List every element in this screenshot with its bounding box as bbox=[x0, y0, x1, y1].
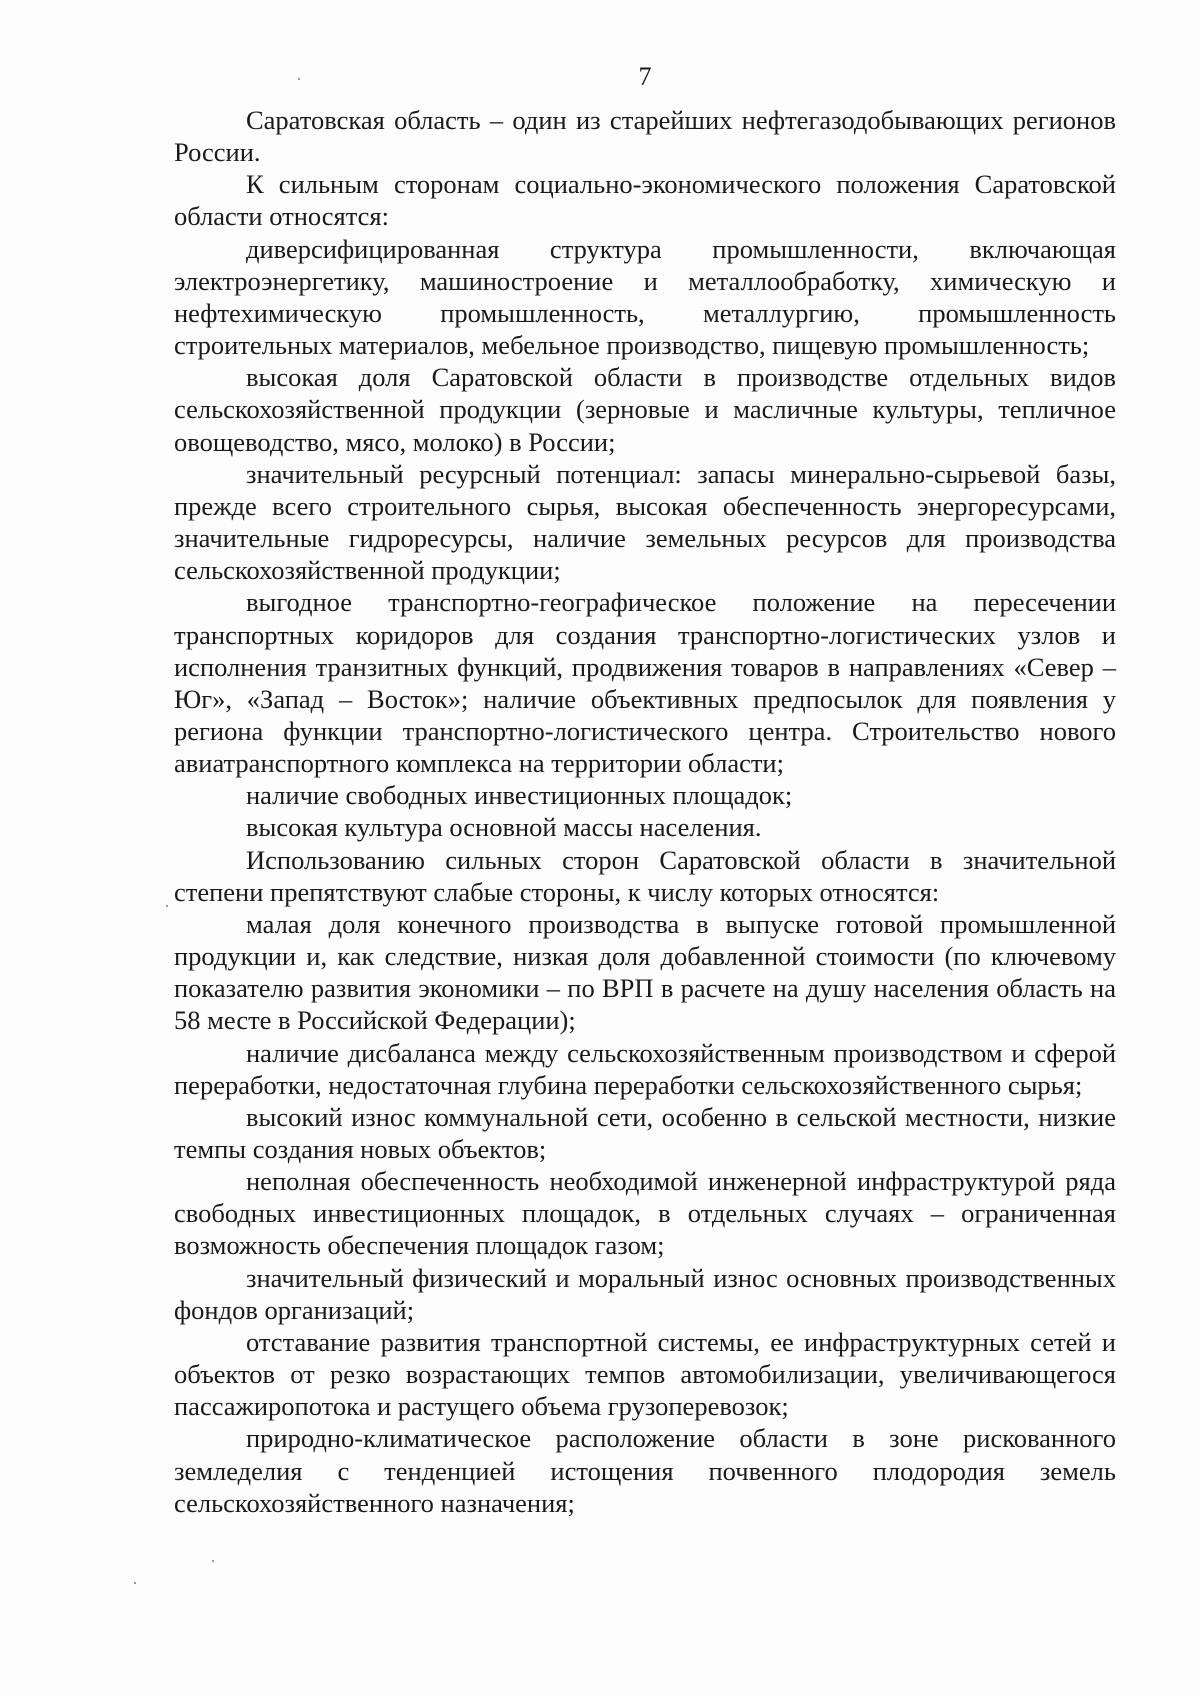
paragraph: выгодное транспортно-географическое положение на пересечении транспортных коридоров для создания транспортно-логистических узлов и исполнения транзитных функций, продвижения товаров в направлениях «Север – Юг», «Запад – Восток»; наличие объективных предпосылок для появления у региона функции транспортно-логистического центра. Строительство нового авиатранспортного комплекса на территории области; bbox=[174, 587, 1116, 779]
paragraph: Саратовская область – один из старейших нефтегазодобывающих регионов России. bbox=[174, 105, 1116, 168]
document-body bbox=[174, 104, 1116, 1519]
paragraph: наличие свободных инвестиционных площадок; bbox=[246, 780, 793, 811]
paragraph: диверсифицированная структура промышленности, включающая электроэнергетику, машиностроение и металлообработку, химическую и нефтехимическую промышленность, металлургию, промышленность строительных материалов, мебельное производство, пищевую промышленность; bbox=[174, 233, 1116, 361]
paragraph: значительный физический и моральный износ основных производственных фондов организаций; bbox=[174, 1262, 1116, 1325]
paragraph: высокая доля Саратовской области в производстве отдельных видов сельскохозяйственной продукции (зерновые и масличные культуры, тепличное овощеводство, мясо, молоко) в России; bbox=[174, 362, 1116, 457]
paragraph: природно-климатическое расположение области в зоне рискованного земледелия с тенденцией истощения почвенного плодородия земель сельскохозяйственного назначения; bbox=[174, 1423, 1116, 1518]
paragraph: значительный ресурсный потенциал: запасы минерально-сырьевой базы, прежде всего строительного сырья, высокая обеспеченность энергоресурсами, значительные гидроресурсы, наличие земельных ресурсов для производства сельскохозяйственной продукции; bbox=[174, 458, 1116, 586]
paragraph: высокая культура основной массы населения. bbox=[246, 812, 762, 843]
paragraph: наличие дисбаланса между сельскохозяйственным производством и сферой переработки, недостаточная глубина переработки сельскохозяйственного сырья; bbox=[174, 1037, 1116, 1100]
paragraph: К сильным сторонам социально-экономического положения Саратовской области относятся: bbox=[174, 169, 1116, 232]
paragraph: высокий износ коммунальной сети, особенно в сельской местности, низкие темпы создания новых объектов; bbox=[174, 1101, 1116, 1164]
scan-speck bbox=[134, 1582, 136, 1584]
paragraph: отставание развития транспортной системы, ее инфраструктурных сетей и объектов от резко возрастающих темпов автомобилизации, увеличивающегося пассажиропотока и растущего объема грузоперевозок; bbox=[174, 1326, 1116, 1422]
paragraph: неполная обеспеченность необходимой инженерной инфраструктурой ряда свободных инвестиционных площадок, в отдельных случаях – ограниченная возможность обеспечения площадок газом; bbox=[174, 1166, 1116, 1261]
page-number: 7 bbox=[638, 62, 652, 91]
paragraph: Использованию сильных сторон Саратовской области в значительной степени препятствуют слабые стороны, к числу которых относятся: bbox=[174, 844, 1116, 907]
scan-speck bbox=[166, 905, 168, 907]
scan-speck bbox=[212, 1560, 214, 1562]
paragraph: малая доля конечного производства в выпуске готовой промышленной продукции и, как следствие, низкая доля добавленной стоимости (по ключевому показателю развития экономики – по ВРП в расчете на душу населения область на 58 месте в Российской Федерации); bbox=[174, 908, 1116, 1036]
